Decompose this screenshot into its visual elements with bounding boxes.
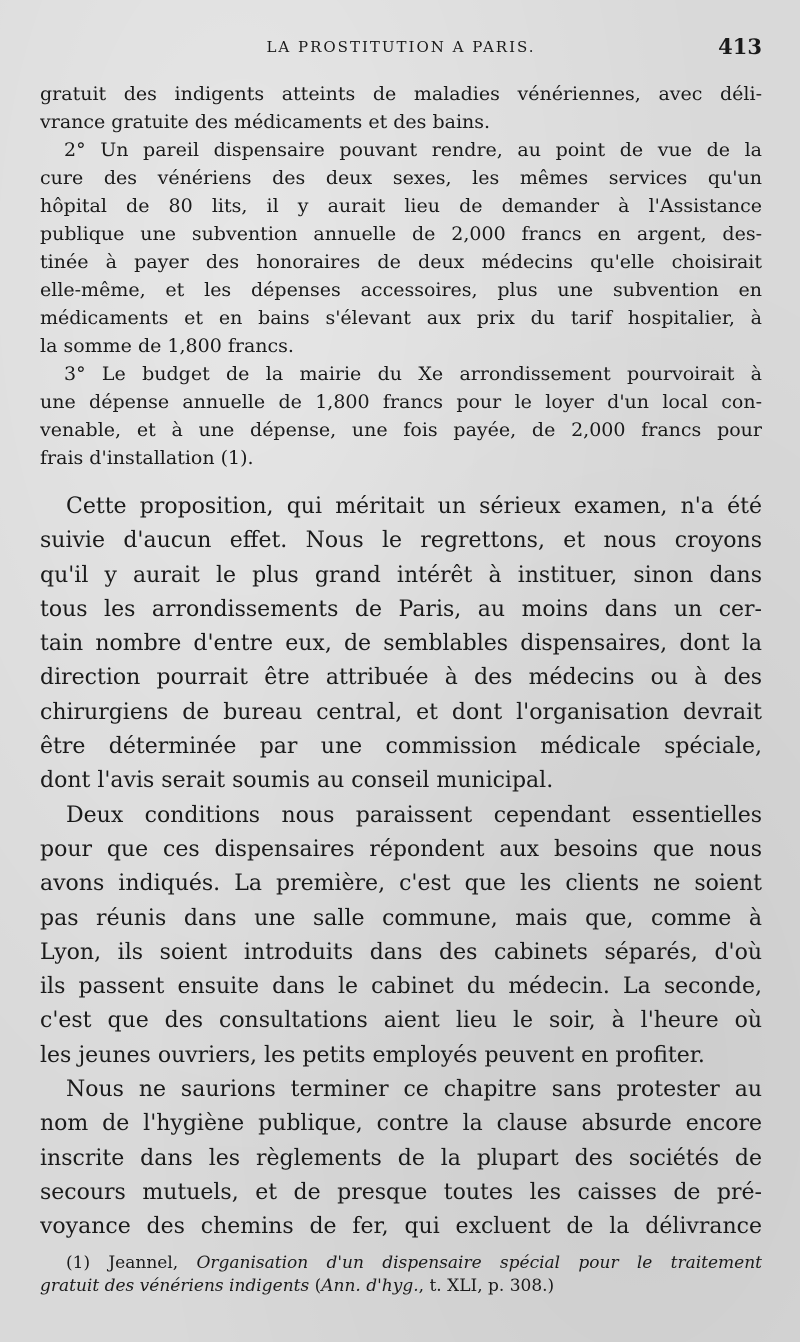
footnote-line [40,1275,762,1298]
footnote-work-title: Organisation d'un dispensaire spécial pour le traitement [196,1253,762,1273]
text-line: elle-même, et les dépenses accessoires, plus une subvention en [40,279,762,301]
text-line: avons indiqués. La première, c'est que les clients ne soient [40,871,762,897]
text-line: nom de l'hygiène publique, contre la clause absurde encore [40,1111,762,1137]
text-line: chirurgiens de bureau central, et dont l'organisation devrait [40,699,762,725]
text-line: publique une subvention annuelle de 2,000 francs en argent, des- [40,223,762,245]
text-line: direction pourrait être attribuée à des médecins ou à des [40,665,762,691]
text-line: 3° Le budget de la mairie du Xe arrondissement pourvoirait à [64,363,762,385]
page-header [40,34,762,60]
text-line: venable, et à une dépense, une fois payée, de 2,000 francs pour [40,419,762,441]
quoted-proposal-text [40,80,762,472]
text-line: tinée à payer des honoraires de deux médecins qu'elle choisirait [40,251,762,273]
text-line: hôpital de 80 lits, il y aurait lieu de demander à l'Assistance [40,195,762,217]
text-line: suivie d'aucun effet. Nous le regrettons, et nous croyons [40,528,762,554]
footnote-marker-author: (1) Jeannel, [66,1253,197,1273]
text-line: une dépense annuelle de 1,800 francs pour le loyer d'un local con- [40,391,762,413]
text-line: tous les arrondissements de Paris, au moins dans un cer- [40,596,762,622]
running-title: LA PROSTITUTION A PARIS. [266,38,536,56]
text-line: inscrite dans les règlements de la plupart des sociétés de [40,1145,762,1171]
page-number: 413 [718,34,762,59]
text-line: voyance des chemins de fer, qui excluent de la délivrance [40,1214,762,1240]
footnote [40,1252,762,1298]
text-line: Deux conditions nous paraissent cependant essentielles [66,802,762,828]
text-line: cure des vénériens des deux sexes, les mêmes services qu'un [40,167,762,189]
text-line: les jeunes ouvriers, les petits employés peuvent en profiter. [40,1042,705,1068]
footnote-line [40,1252,762,1275]
text-line: 2° Un pareil dispensaire pouvant rendre, au point de vue de la [64,139,762,161]
text-line: la somme de 1,800 francs. [40,335,294,357]
footnote-paren: ( [309,1276,322,1296]
text-line: ils passent ensuite dans le cabinet du médecin. La seconde, [40,974,762,1000]
text-line: qu'il y aurait le plus grand intérêt à instituer, sinon dans [40,562,762,588]
text-line: Lyon, ils soient introduits dans des cabinets séparés, d'où [40,939,762,965]
text-line: gratuit des indigents atteints de maladies vénériennes, avec déli- [40,83,762,105]
text-line: Cette proposition, qui méritait un sérieux examen, n'a été [66,494,762,519]
text-line: vrance gratuite des médicaments et des bains. [40,111,491,133]
text-line: frais d'installation (1). [40,447,254,469]
text-line: pas réunis dans une salle commune, mais que, comme à [40,905,762,931]
text-line: tain nombre d'entre eux, de semblables dispensaires, dont la [40,631,762,657]
footnote-work-title-cont: gratuit des vénériens indigents [40,1276,310,1296]
text-line: être déterminée par une commission médicale spéciale, [40,734,762,760]
footnote-reference: , t. XLI, p. 308.) [418,1276,555,1296]
text-line: pour que ces dispensaires répondent aux besoins que nous [40,836,762,862]
text-line: c'est que des consultations aient lieu le soir, à l'heure où [40,1008,762,1034]
body-text [40,490,762,1245]
text-line: secours mutuels, et de presque toutes les caisses de pré- [40,1179,762,1205]
text-line: dont l'avis serait soumis au conseil municipal. [40,768,554,794]
text-line: médicaments et en bains s'élevant aux prix du tarif hospitalier, à [40,307,762,329]
footnote-journal: Ann. d'hyg. [321,1276,419,1296]
text-line: Nous ne saurions terminer ce chapitre sans protester au [66,1077,762,1103]
